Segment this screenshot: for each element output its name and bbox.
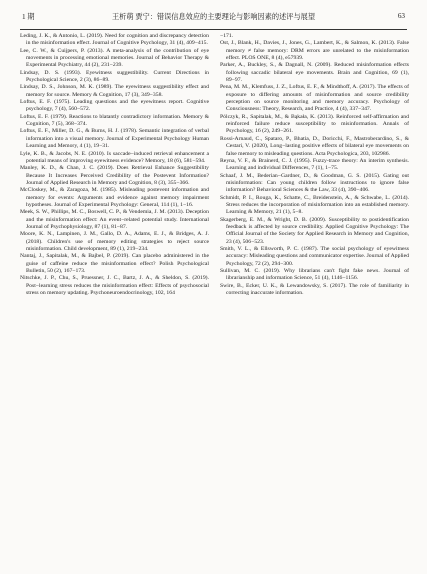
reference-entry: Leding, J. K., & Antonio, L. (2019). Need for cognition and discrepancy detection in the misinformation effect. Journal of Cognitive Psychology, 31 (4), 409−415. — [20, 33, 209, 47]
reference-entry: Reyna, V. F., & Brainerd, C. J. (1995). Fuzzy-trace theory: An interim synthesis. Learning and individual Differences, 7 (1), 1−75. — [220, 157, 409, 172]
reference-entry: Parker, A., Buckley, S., & Dagnall, N. (2009). Reduced misinformation effects following saccadic bilateral eye movements. Brain and Cognition, 69 (1), 89−97. — [220, 62, 409, 84]
reference-entry: Rossi-Arnaud, C., Spataro, P., Bhatia, D., Doricchi, F., Mastroberardino, S., & Cestari, V. (2020), Long−lasting positive effects of bilateral eye movements on false memory to misleading questions. Acta Psychologica, 203, 102986. — [220, 135, 409, 157]
right-column — [220, 33, 409, 569]
reference-entry: −171. — [220, 33, 234, 39]
reference-entry: Swire, B., Ecker, U. K., & Lewandowsky, S. (2017). The role of familiarity in correcting inaccurate information. — [220, 282, 409, 297]
reference-entry: Schmidt, P. I., Rouga, K., Schatte, C., Breidenstein, A., & Schwabe, L. (2014). Stress reduces the incorporation of misinformation into an established memory. Learning & Memory, 21 (1), 5−8. — [220, 194, 409, 216]
reference-entry: Skagerberg, E. M., & Wright, D. B. (2009). Susceptibility to postidentification feedback is affected by source credibility. Applied Cognitive Psychology: The Official Journal of the Society for Applied Research in Memory and Cognition, 23 (4), 506−523. — [220, 216, 409, 245]
reference-entry: Nantaj, J., Sapitalak, M., & Bajbel, P. (2019). Can placebo administered in the guise of caffeine reduce the misinformation effect? Polish Psychological Bulletin, 50 (2), 167−173. — [20, 253, 209, 274]
running-header — [20, 7, 407, 30]
reference-entry: Sullivan, M. C. (2019). Why librarians can't fight fake news. Journal of librarianship and information Science, 51 (4), 1146−1156. — [220, 268, 409, 282]
left-column — [20, 33, 209, 569]
reference-entry: Loftus, E. F. (1975). Leading questions and the eyewitness report. Cognitive psychology, 7 (4), 560−572. — [20, 99, 209, 113]
reference-entry: Smith, V. L., & Ellsworth, P. C. (1987). The social psychology of eyewitness accuracy: Misleading questions and communicator expertise. Journal of Applied Psychology, 72 (2), 294−300. — [220, 245, 409, 267]
reference-entry: Meek, S. W., Phillips, M. C., Boswell, C. P., & Vendemia, J. M. (2013). Deception and the misinformation effect: An event−related potential study. International Journal of Psychophysiology, 87 (1), 81−87. — [20, 209, 209, 230]
reference-entry: Moore, K. N., Lampinen, J. M., Gallo, D. A., Adams, E. J., & Bridges, A. J. (2018). Children's use of memory editing strategies to reject source misinformation. Child development, 89 (1), 219−234. — [20, 231, 209, 252]
reference-entry: Loftus, E. F., Miller, D. G., & Burns, H. J. (1978). Semantic integration of verbal information into a visual memory. Journal of Experimental Psychology Human Learning and Memory, 4 (1), 19−31. — [20, 128, 209, 150]
reference-entry: Lindsay, D. S. (1993). Eyewitness suggestibility. Current Directions in Psychological Science, 2 (3), 86−89. — [20, 69, 209, 84]
running-title: 王析萌 贾宁：错误信息效应的主要理论与影响因素的述评与展望 — [111, 13, 316, 21]
reference-entry: Lindsay, D. S., Johnson, M. K. (1989). The eyewitness suggestibility effect and memory for source. Memory & Cognition, 17 (3), 349−358. — [20, 84, 209, 98]
page-number: 63 — [397, 12, 405, 20]
reference-entry: Loftus, E. F. (1979). Reactions to blatantly contradictory information. Memory & Cognition, 7 (5), 368−374. — [20, 113, 209, 128]
reference-entry: Manley, K. D., & Chan, J. C. (2019). Does Retrieval Enhance Suggestibility Because It Increases Perceived Credibility of the Postevent Information? Journal of Applied Research in Memory and Cognition, 8 (3), 355−366. — [20, 165, 209, 186]
reference-entry: Lyle, K. B., & Jacobs, N. E. (2010). Is saccade−induced retrieval enhancement a potential means of improving eyewitness evidence? Memory, 18 (6), 581−594. — [20, 150, 209, 164]
reference-entry: Pólczyk, R., Sapitalak, M., & Bąkała, K. (2013). Reinforced self-affirmation and reinforced failure reduce susceptibility to misinformation. Annals of Psychology, 16 (2), 249−261. — [220, 113, 409, 135]
reference-entry: Schaaf, J. M., Bederian−Gardner, D., & Goodman, G. S. (2015). Gating out misinformation: Can young children follow instructions to ignore false information? Behavioral Sciences & the Law, 33 (4), 390−406. — [220, 172, 409, 194]
reference-entry: McCloskey, M., & Zaragoza, M. (1985). Misleading postevent information and memory for events: Arguments and evidence against memory impairment hypotheses. Journal of Experimental Psychology: General, 114 (1), 1−16. — [20, 187, 209, 208]
reference-entry: Pena, M. M., Klemfuss, J. Z., Loftus, E. F., & Mindthoff, A. (2017). The effects of exposure to differing amounts of misinformation and source credibility perception on source monitoring and memory accuracy. Psychology of Consciousness: Theory, Research, and Practice, 4 (4), 337−347. — [220, 84, 409, 113]
reference-entry: Lee, C. W., & Cuijpers, P. (2013). A meta-analysis of the contribution of eye movements in processing emotional memories. Journal of Behavior Therapy & Experimental Psychiatry, 44 (2), 231−239. — [20, 47, 209, 69]
reference-list — [20, 33, 409, 569]
reference-entry: Nitschke, J. P., Chu, S., Pruessner, J. C., Bartz, J. A., & Sheldon, S. (2019). Post−learning stress reduces the misinformation effect: Effects of psychosocial stress on memory updating. Psychoneuroendocrinology, 102, 164 — [20, 275, 209, 297]
issue-label: 1 期 — [22, 13, 35, 21]
reference-entry: Ost, J., Blank, H., Davies, J., Jones, G., Lambert, K., & Salmon, K. (2013). False memory ≠ false memory: DRM errors are unrelated to the misinformation effect. PLOS ONE, 8 (4), e57939. — [220, 40, 409, 62]
